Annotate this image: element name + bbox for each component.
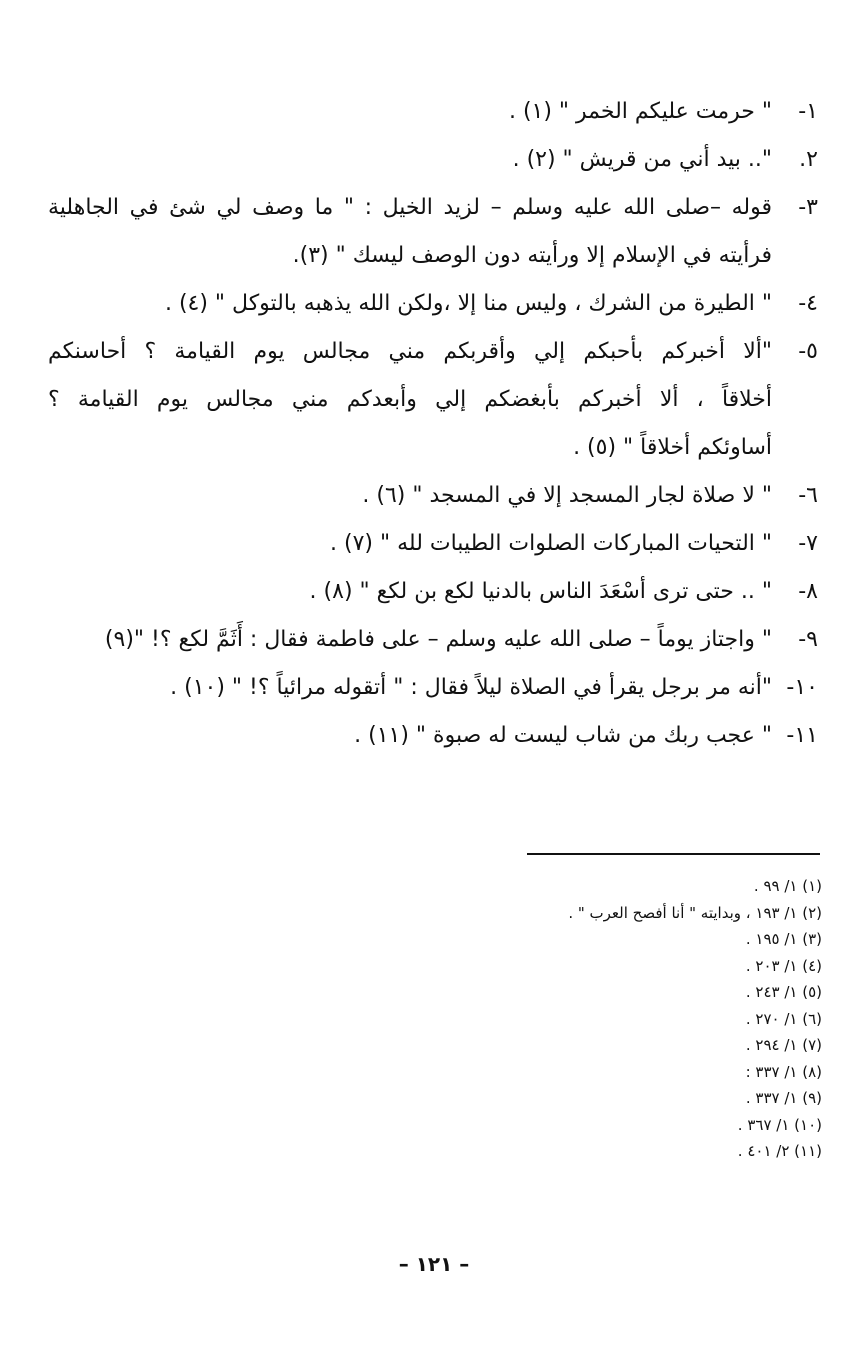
item-number: ١- [798, 99, 818, 124]
footnote: (١١) ٢/ ٤٠١ . [737, 1142, 822, 1160]
list-item [48, 136, 818, 184]
footnote: (٩) ١/ ٣٣٧ . [745, 1089, 822, 1107]
list-item [48, 328, 818, 472]
footnote: (١) ١/ ٩٩ . [753, 877, 822, 895]
item-text-line: " التحيات المباركات الصلوات الطيبات لله " (٧) . [330, 531, 772, 556]
item-number: ١٠- [786, 675, 818, 700]
list-item [48, 520, 818, 568]
item-text-line: ".. بيد أني من قريش " (٢) . [512, 147, 772, 172]
item-text-line: " عجب ربك من شاب ليست له صبوة " (١١) . [354, 723, 772, 748]
main-text-list [48, 88, 818, 760]
item-text-line: أخلاقاً ، ألا أخبركم بأبغضكم إلي وأبعدكم مني مجالس يوم القيامة ؟ [48, 387, 772, 412]
item-text-line: أساوئكم أخلاقاً " (٥) . [573, 435, 772, 460]
item-text-line: قوله –صلى الله عليه وسلم – لزيد الخيل : " ما وصف لي شئ في الجاهلية [48, 195, 772, 220]
list-item [48, 616, 818, 664]
list-item [48, 568, 818, 616]
item-text-line: " .. حتى ترى أسْعَدَ الناس بالدنيا لكع بن لكع " (٨) . [309, 579, 772, 604]
item-number: ٥- [798, 339, 818, 364]
item-text-line: " لا صلاة لجار المسجد إلا في المسجد " (٦) . [362, 483, 772, 508]
item-number: ٢. [799, 147, 818, 172]
item-text-line: " حرمت عليكم الخمر " (١) . [508, 99, 772, 124]
list-item [48, 472, 818, 520]
list-item [48, 184, 818, 280]
item-number: ٣- [798, 195, 818, 220]
item-number: ٨- [798, 579, 818, 604]
item-number: ٩- [798, 627, 818, 652]
item-text-line: فرأيته في الإسلام إلا ورأيته دون الوصف ليسك " (٣). [292, 243, 772, 268]
list-item [48, 280, 818, 328]
footnote: (٢) ١/ ١٩٣ ، وبدايته " أنا أفصح العرب " . [568, 903, 822, 922]
item-text-line: " الطيرة من الشرك ، وليس منا إلا ،ولكن الله يذهبه بالتوكل " (٤) . [164, 291, 772, 316]
item-number: ٤- [798, 291, 818, 316]
item-text-line: "ألا أخبركم بأحبكم إلي وأقربكم مني مجالس يوم القيامة ؟ أحاسنكم [48, 339, 772, 364]
item-text-line: "أنه مر برجل يقرأ في الصلاة ليلاً فقال : " أتقوله مرائياً ؟! " (١٠) . [170, 675, 772, 700]
footnote: (١٠) ١/ ٣٦٧ . [737, 1115, 822, 1134]
page-number: – ١٢١ – [398, 1252, 470, 1276]
footnote: (٨) ١/ ٣٣٧ : [745, 1062, 822, 1081]
footnote: (٦) ١/ ٢٧٠ . [745, 1009, 822, 1028]
footnotes-list [222, 873, 822, 1165]
list-item [48, 664, 818, 712]
footnote-divider [527, 853, 820, 855]
footnote: (٤) ١/ ٢٠٣ . [745, 956, 822, 975]
footnote: (٣) ١/ ١٩٥ . [745, 930, 822, 948]
list-item [48, 712, 818, 760]
list-item [48, 88, 818, 136]
item-number: ٦- [798, 483, 818, 508]
item-number: ١١- [786, 723, 818, 748]
footnote: (٧) ١/ ٢٩٤ . [745, 1036, 822, 1054]
footnote: (٥) ١/ ٢٤٣ . [745, 983, 822, 1001]
item-number: ٧- [798, 531, 818, 556]
item-text-line: " واجتاز يوماً – صلى الله عليه وسلم – على فاطمة فقال : أَثَمَّ لكع ؟! "(٩) [104, 627, 772, 652]
